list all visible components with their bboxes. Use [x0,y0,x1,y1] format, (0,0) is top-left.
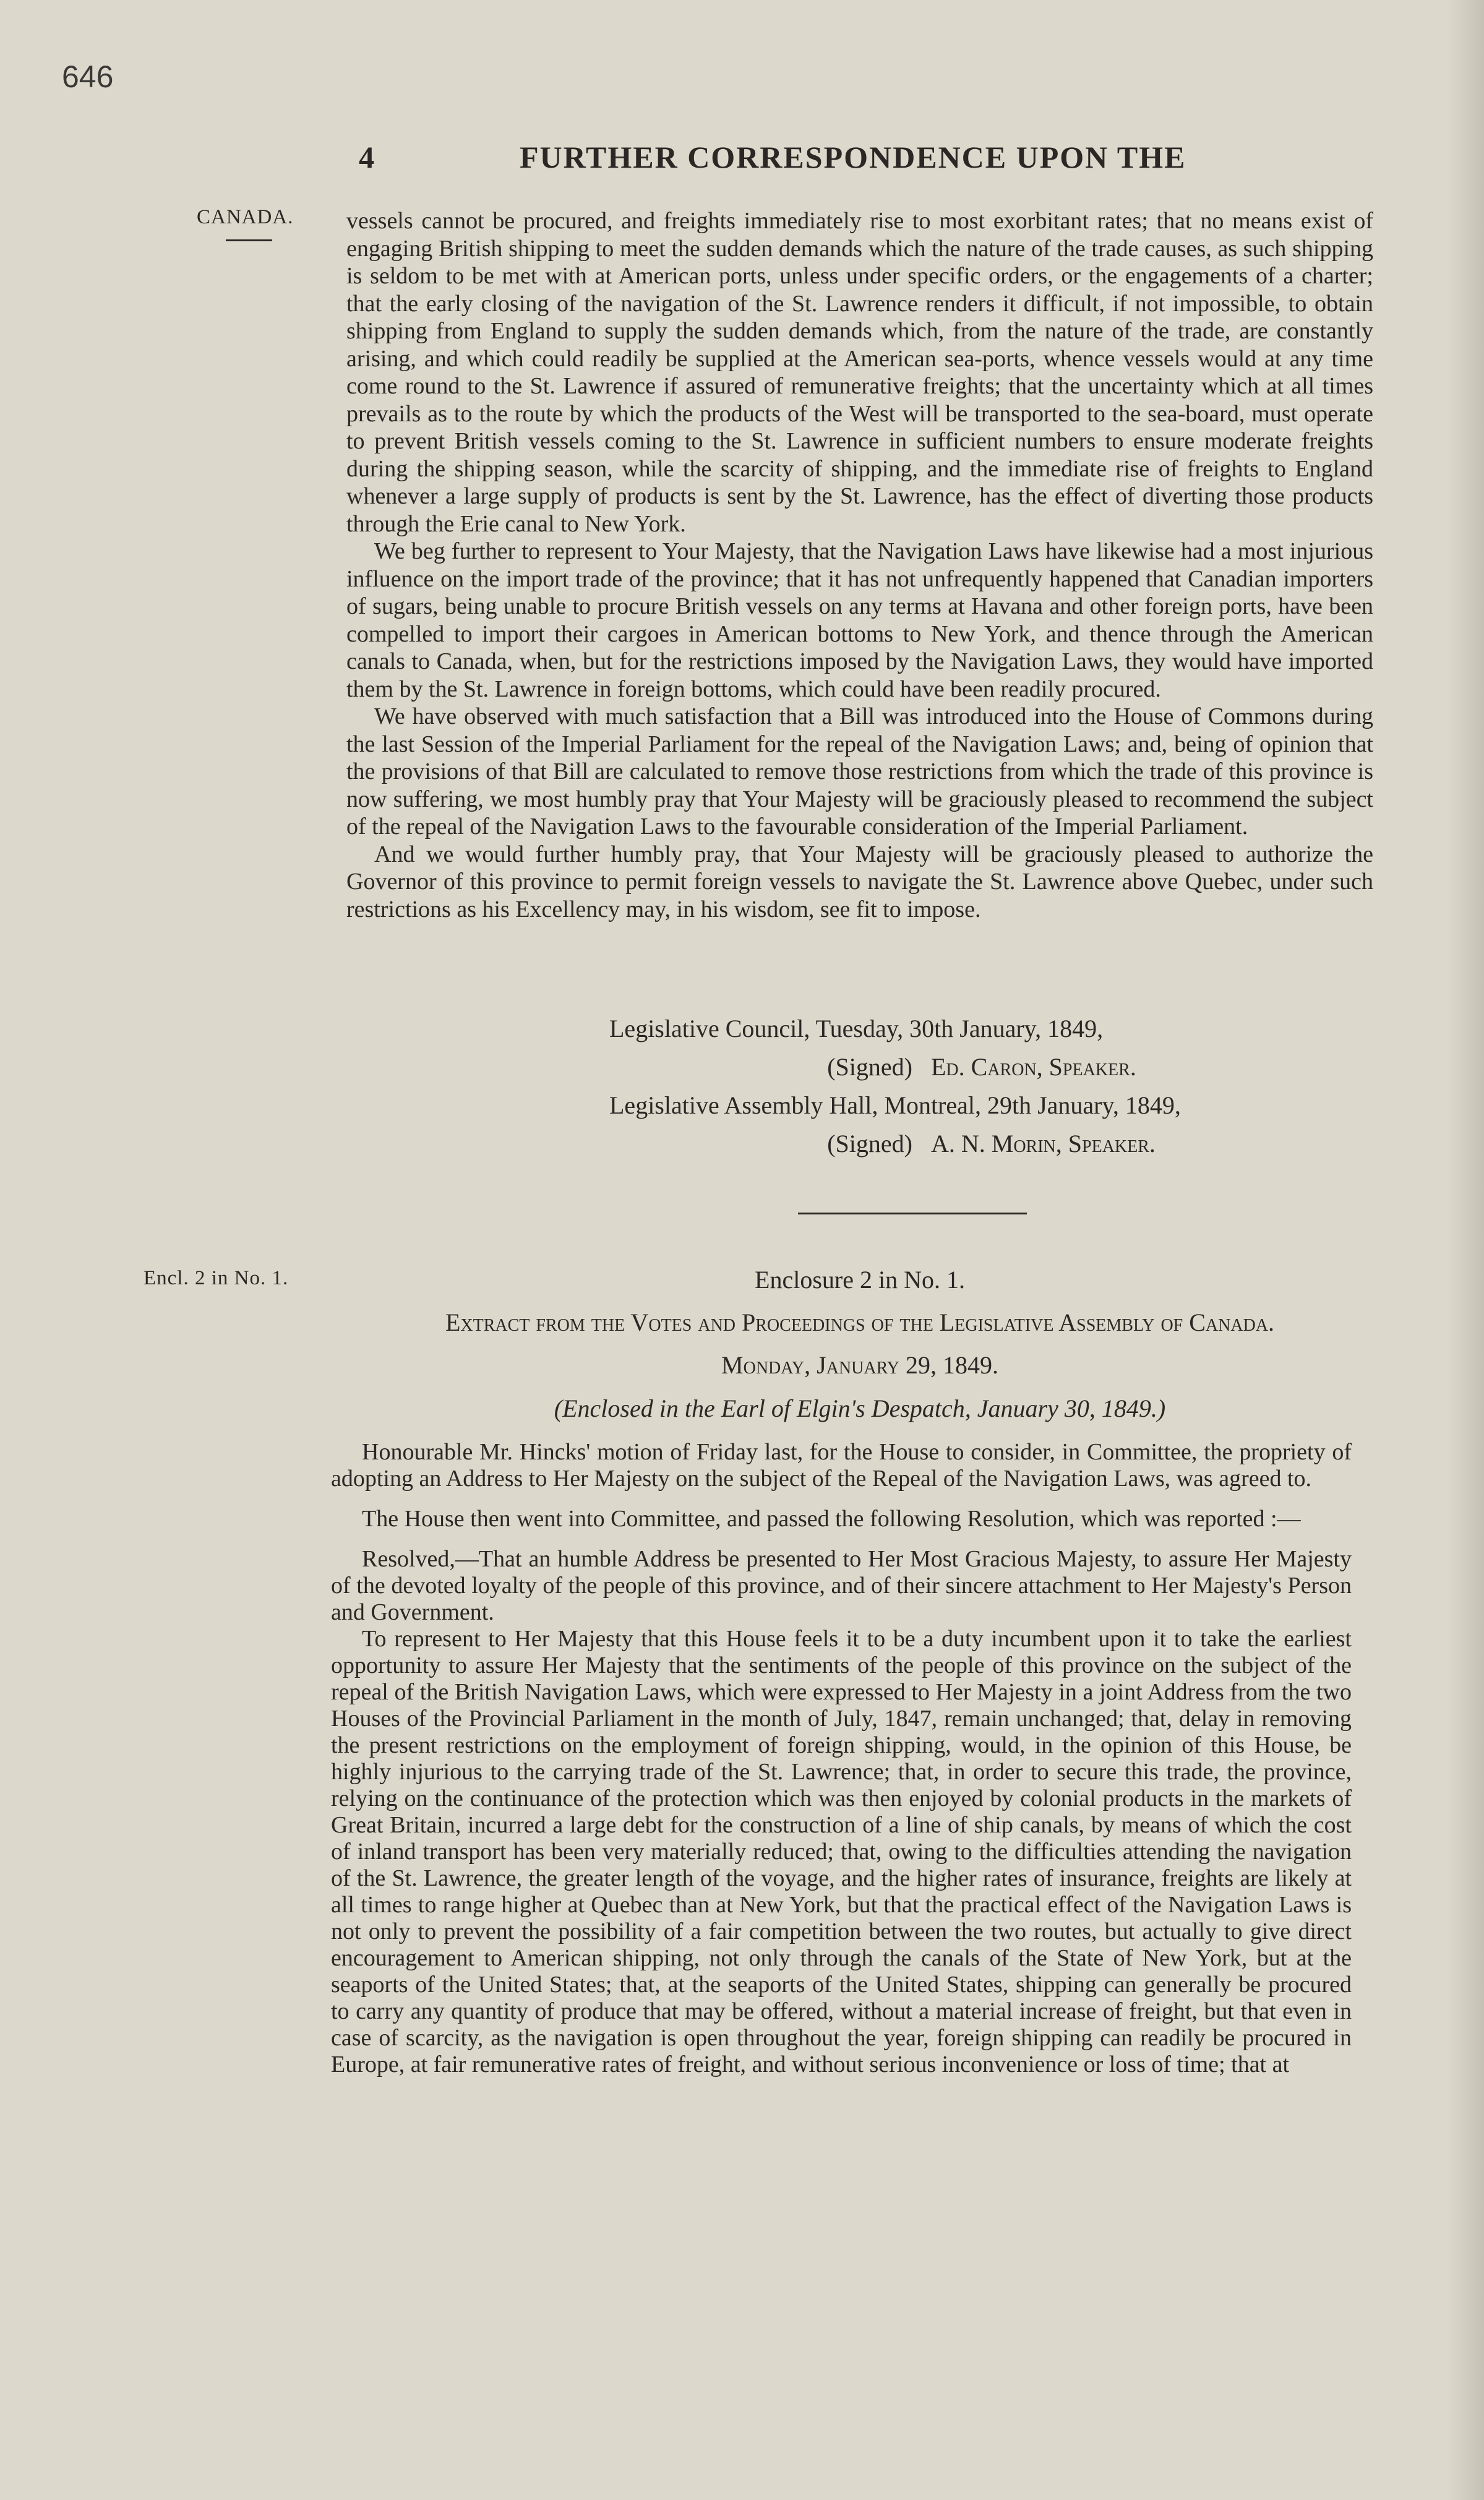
council-signer: Ed. Caron, Speaker. [931,1053,1136,1081]
council-signed-label: (Signed) [827,1053,912,1081]
margin-note-enclosure: Encl. 2 in No. 1. [144,1267,289,1289]
margin-note-rule [226,239,272,241]
address-paragraph: And we would further humbly pray, that Your Majesty will be graciously pleased to authorize the Governor of this province to permit foreign vessels to navigate the St. Lawrence above Quebec, under such restrictions as his Excellency may, in his wisdom, see fit to impose. [346,841,1373,922]
assembly-signed-label: (Signed) [827,1130,912,1158]
running-head-page-number: 4 [359,140,375,174]
enclosed-note: (Enclosed in the Earl of Elgin's Despatch, January 30, 1849.) [554,1394,1166,1422]
address-paragraph: vessels cannot be procured, and freights immediately rise to most exorbitant rates; that no means exist of engaging British shipping to meet the sudden demands which the nature of the trade causes, as such shipping is seldom to be met with at American ports, unless under specific orders, or the engagements of a charter; that the early closing of the navigation of the St. Lawrence renders it difficult, if not impossible, to obtain shipping from England to supply the sudden demands which, from the nature of the trade, are constantly arising, and which could readily be supplied at the American sea-ports, whence vessels would at any time come round to the St. Lawrence if assured of remunerative freights; that the uncertainty which at all times prevails as to the route by which the products of the West will be transported to the sea-board, must operate to prevent British vessels coming to the St. Lawrence in sufficient numbers to ensure moderate freights during the shipping season, while the scarcity of shipping, and the immediate rise of freights to England whenever a large supply of products is sent by the St. Lawrence, has the effect of diverting those products through the Erie canal to New York. [346,208,1373,537]
assembly-date-line: Legislative Assembly Hall, Montreal, 29th January, 1849, [609,1091,1181,1119]
page-edge-shadow [1447,0,1484,2500]
proceedings-paragraph: To represent to Her Majesty that this House feels it to be a duty incumbent upon it to take the earliest opportunity to assure Her Majesty that the sentiments of the people of this province on the subject of the repeal of the British Navigation Laws, which were expressed to Her Majesty in a joint Address from the two Houses of the Provincial Parliament in the month of July, 1847, remain unchanged; that, delay in removing the present restrictions on the employment of foreign shipping, would, in the opinion of this House, be highly injurious to the carrying trade of the St. Lawrence; that, in order to secure this trade, the province, relying on the continuance of the protection which was then enjoyed by colonial products in the markets of Great Britain, incurred a large debt for the construction of a line of ship canals, by means of which the cost of inland transport has been very materially reduced; that, owing to the difficulties attending the navigation of the St. Lawrence, the greater length of the voyage, and the higher rates of insurance, freights are likely at all times to range higher at Quebec than at New York, but that the practical effect of the Navigation Laws is not only to prevent the possibility of a fair competition between the two routes, but actually to give direct encouragement to American shipping, not only through the canals of the State of New York, but at the seaports of the United States; that, at the seaports of the United States, shipping can generally be procured to carry any quantity of produce that may be offered, without a material increase of freight, but that even in case of scarcity, as the navigation is open throughout the year, foreign shipping can readily be procured in Europe, at fair remunerative rates of freight, and without serious inconvenience or loss of time; that at [331,1626,1352,2077]
running-head-title: FURTHER CORRESPONDENCE UPON THE [520,140,1186,174]
proceedings-paragraph: The House then went into Committee, and passed the following Resolution, which was reported :— [362,1506,1301,1532]
proceedings-paragraph: Honourable Mr. Hincks' motion of Friday last, for the House to consider, in Committee, the propriety of adopting an Address to Her Majesty on the subject of the Repeal of the Navigation Laws, was agreed to. [331,1439,1352,1492]
assembly-signature-line [609,1125,1376,1163]
section-divider [798,1213,1027,1214]
assembly-signer: A. N. Morin, Speaker. [931,1130,1156,1158]
address-paragraph: We have observed with much satisfaction that a Bill was introduced into the House of Commons during the last Session of the Imperial Parliament for the repeal of the Navigation Laws; and, being of opinion that the provisions of that Bill are calculated to remove those restrictions from which the trade of this province is now suffering, we most humbly pray that Your Majesty will be graciously pleased to recommend the subject of the repeal of the Navigation Laws to the favourable consideration of the Imperial Parliament. [346,703,1373,840]
signature-block [609,1010,1376,1163]
proceedings-date: Monday, January 29, 1849. [721,1351,998,1379]
resolution-paragraph: Resolved,—That an humble Address be presented to Her Most Gracious Majesty, to assure Her Majesty of the devoted loyalty of the people of this province, and of their sincere attachment to Her Majesty's Person and Government. [331,1546,1352,1625]
council-date-line: Legislative Council, Tuesday, 30th January, 1849, [609,1015,1104,1042]
margin-note-canada: CANADA. [197,206,294,228]
council-signature-line [609,1048,1376,1086]
address-body [346,207,1373,923]
proceedings-body [331,1439,1352,2078]
running-head [359,139,1225,175]
enclosure-heading: Enclosure 2 in No. 1. [755,1266,965,1294]
address-paragraph: We beg further to represent to Your Majesty, that the Navigation Laws have likewise had a most injurious influence on the import trade of the province; that it has not unfrequently happened that Canadian importers of sugars, being unable to procure British vessels on any terms at Havana and other foreign ports, have been compelled to import their cargoes in American bottoms to New York, and thence through the American canals to Canada, when, but for the restrictions imposed by the Navigation Laws, they would have imported them by the St. Lawrence in foreign bottoms, which could have been readily procured. [346,538,1373,702]
page-folio-number: 646 [62,59,114,94]
extract-title: Extract from the Votes and Proceedings of the Legislative Assembly of Canada. [445,1308,1275,1336]
